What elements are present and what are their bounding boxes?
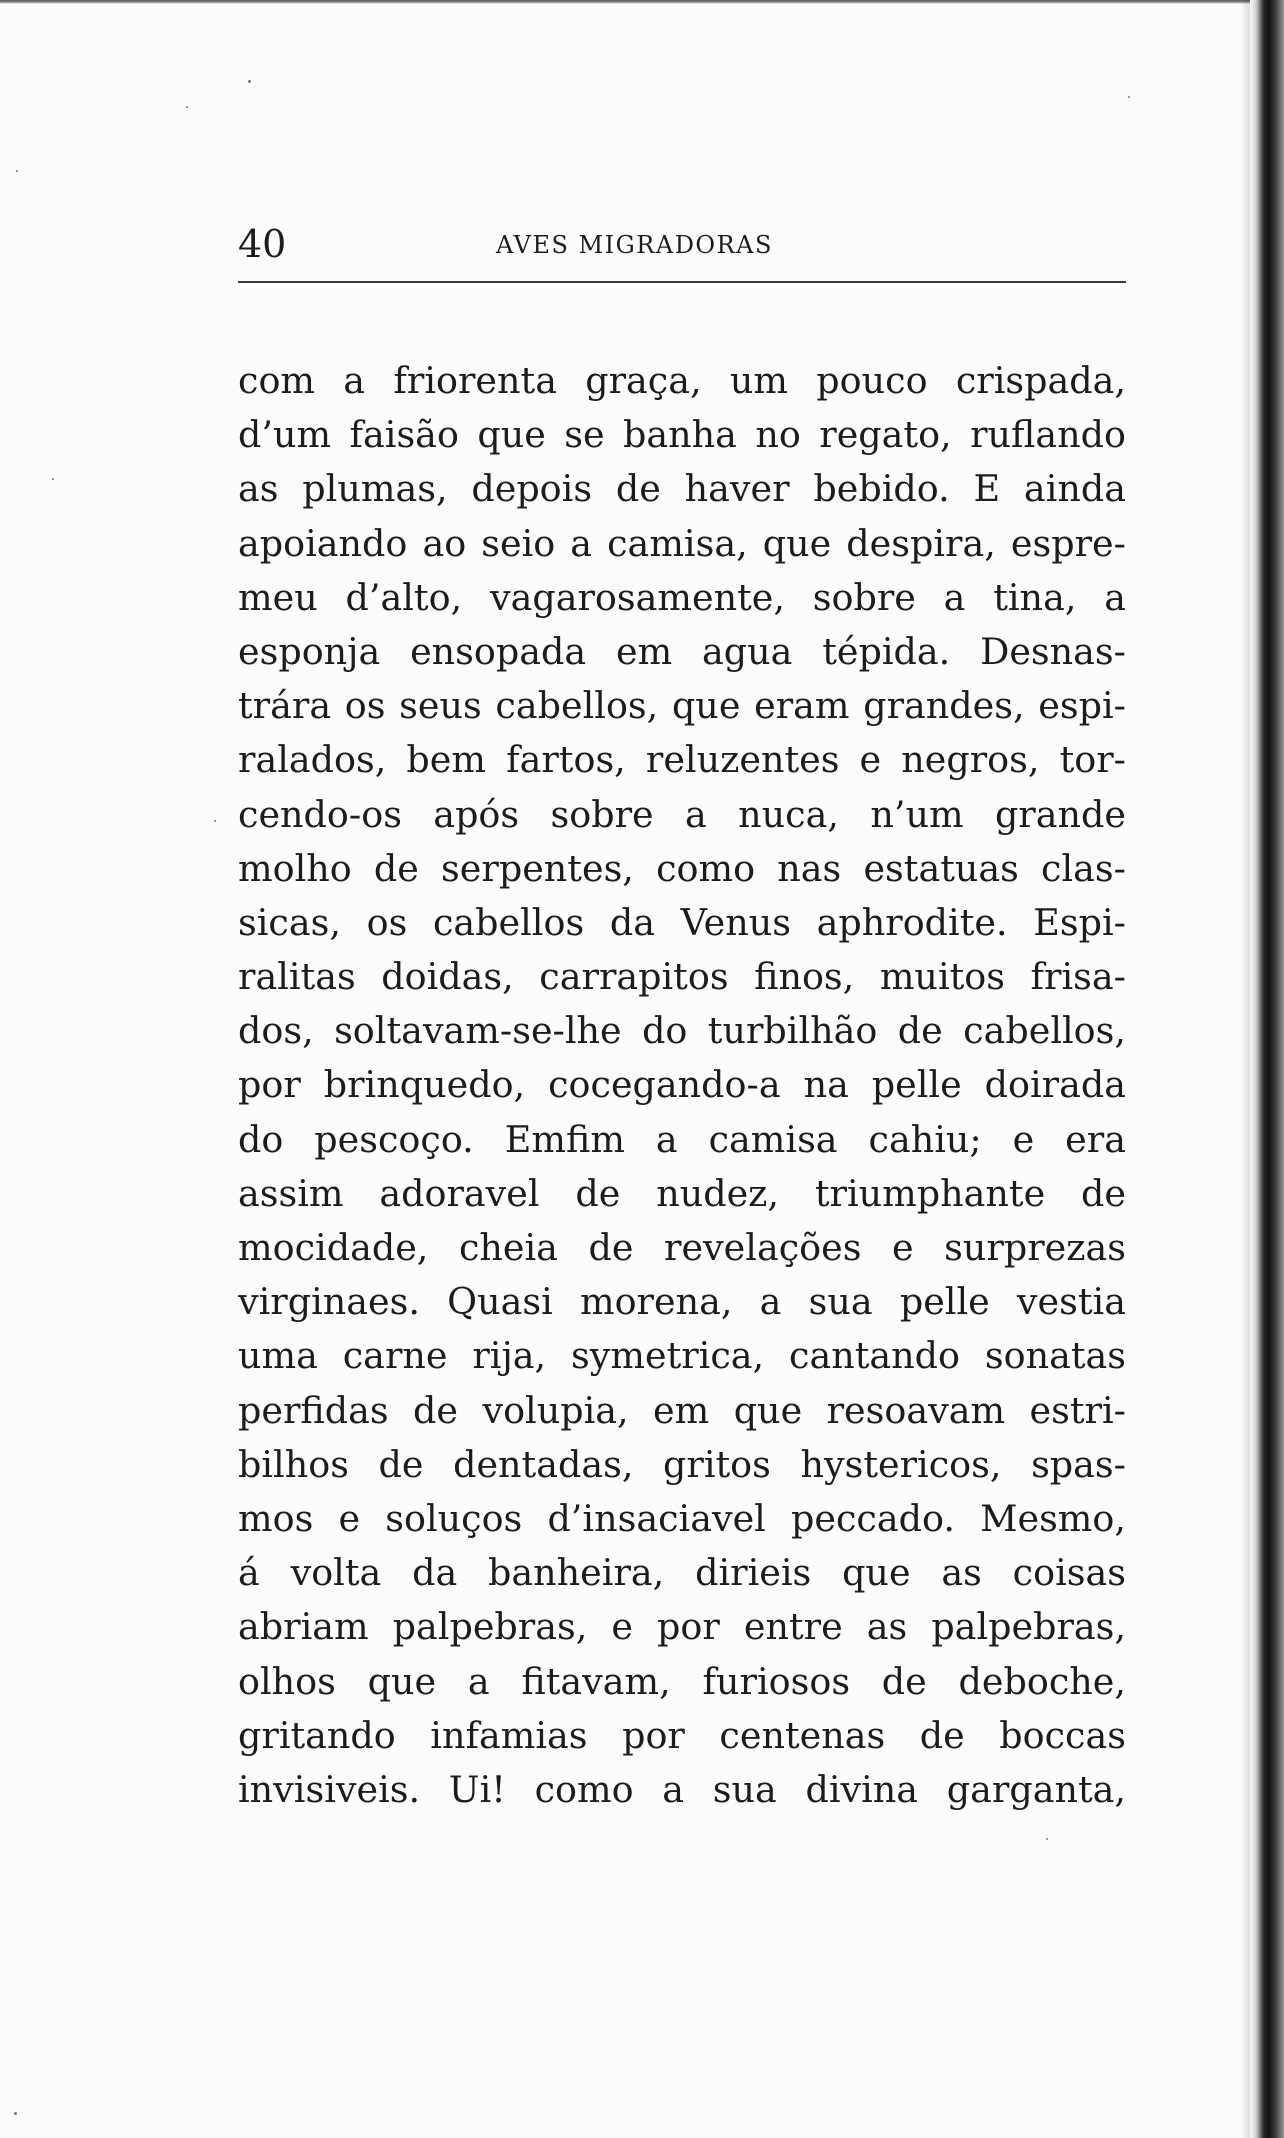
text-line: mocidade, cheia de revelações e surprezas bbox=[238, 1226, 1126, 1269]
text-line: virginaes. Quasi morena, a sua pelle vestia bbox=[238, 1280, 1126, 1324]
scan-speck bbox=[52, 478, 54, 480]
text-line: dos, soltavam-se-lhe do turbilhão de cabellos, bbox=[238, 1009, 1126, 1053]
text-line: mos e soluços d’insaciavel peccado. Mesmo, bbox=[238, 1496, 1126, 1540]
text-line: abriam palpebras, e por entre as palpebras, bbox=[238, 1605, 1126, 1649]
scan-top-edge bbox=[0, 0, 1250, 4]
text-line: sicas, os cabellos da Venus aphrodite. Espi- bbox=[238, 900, 1126, 944]
page-number: 40 bbox=[238, 222, 287, 266]
scan-speck bbox=[16, 170, 18, 172]
text-line: as plumas, depois de haver bebido. E ainda bbox=[238, 467, 1126, 511]
text-line: apoiando ao seio a camisa, que despira, espre- bbox=[238, 521, 1126, 565]
scan-speck bbox=[248, 80, 251, 83]
scan-speck bbox=[1046, 1838, 1048, 1840]
text-line: á volta da banheira, dirieis que as coisas bbox=[238, 1551, 1126, 1595]
body-text bbox=[238, 354, 1126, 1817]
text-line: com a friorenta graça, um pouco crispada, bbox=[238, 359, 1126, 402]
text-line: meu d’alto, vagarosamente, sobre a tina, a bbox=[238, 575, 1126, 619]
page-header bbox=[238, 222, 1126, 270]
text-line: d’um faisão que se banha no regato, ruflando bbox=[238, 413, 1126, 457]
text-line: esponja ensopada em agua tépida. Desnas- bbox=[238, 629, 1126, 673]
text-line: assim adoravel de nudez, triumphante de bbox=[238, 1171, 1126, 1215]
page-edge bbox=[1250, 0, 1284, 2138]
text-line: invisiveis. Ui! como a sua divina garganta, bbox=[238, 1767, 1126, 1811]
text-line: do pescoço. Emfim a camisa cahiu; e era bbox=[238, 1117, 1126, 1161]
text-line: cendo-os após sobre a nuca, n’um grande bbox=[238, 792, 1126, 836]
text-line: olhos que a fitavam, furiosos de deboche, bbox=[238, 1659, 1126, 1703]
text-line: ralitas doidas, carrapitos finos, muitos frisa- bbox=[238, 955, 1126, 999]
header-rule bbox=[238, 281, 1126, 283]
running-title: AVES MIGRADORAS bbox=[496, 231, 773, 259]
text-line: perfidas de volupia, em que resoavam estri- bbox=[238, 1388, 1126, 1432]
scan-speck bbox=[214, 820, 216, 822]
text-line: por brinquedo, cocegando-a na pelle doirada bbox=[238, 1063, 1126, 1107]
text-line: molho de serpentes, como nas estatuas clas- bbox=[238, 846, 1126, 890]
text-line: uma carne rija, symetrica, cantando sonatas bbox=[238, 1334, 1126, 1378]
scan-speck bbox=[186, 106, 188, 108]
scan-speck bbox=[1128, 96, 1130, 98]
text-line: trára os seus cabellos, que eram grandes, espi- bbox=[238, 684, 1126, 728]
page-gutter-shadow bbox=[1240, 0, 1250, 2138]
scan-speck bbox=[14, 2112, 17, 2115]
text-line: bilhos de dentadas, gritos hystericos, spas- bbox=[238, 1442, 1126, 1486]
text-line: ralados, bem fartos, reluzentes e negros, tor- bbox=[238, 738, 1126, 782]
text-line: gritando infamias por centenas de boccas bbox=[238, 1713, 1126, 1757]
